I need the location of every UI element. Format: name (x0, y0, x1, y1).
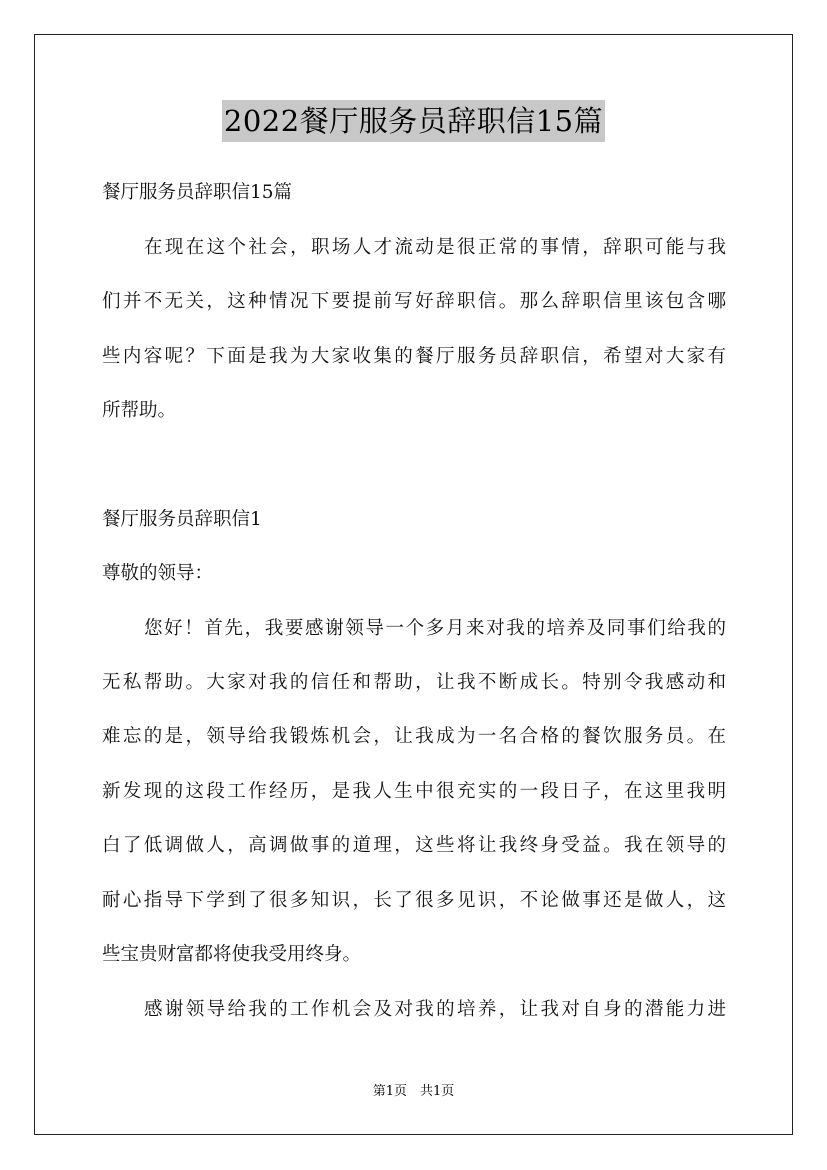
body-line-7: 些宝贵财富都将使我受用终身。 (102, 944, 362, 965)
body-line-4: 新发现的这段工作经历，是我人生中很充实的一段日子，在这里我明 (102, 781, 726, 802)
body-line-1: 您好！首先，我要感谢领导一个多月来对我的培养及同事们给我的 (144, 618, 726, 639)
body-line-6: 耐心指导下学到了很多知识，长了很多见识，不论做事还是做人，这 (102, 890, 726, 911)
intro-line-1: 在现在这个社会，职场人才流动是很正常的事情，辞职可能与我 (144, 237, 726, 258)
body-line-5: 白了低调做人，高调做事的道理，这些将让我终身受益。我在领导的 (102, 835, 726, 856)
page-footer: 第1页 共1页 (372, 1084, 455, 1099)
body-line-2: 无私帮助。大家对我的信任和帮助，让我不断成长。特别令我感动和 (102, 672, 726, 693)
intro-line-2: 们并不无关，这种情况下要提前写好辞职信。那么辞职信里该包含哪 (102, 291, 726, 312)
intro-line-3: 些内容呢？下面是我为大家收集的餐厅服务员辞职信，希望对大家有 (102, 346, 726, 367)
document-title: 2022餐厅服务员辞职信15篇 (222, 100, 605, 142)
body-line-3: 难忘的是，领导给我锻炼机会，让我成为一名合格的餐饮服务员。在 (102, 726, 726, 747)
intro-line-4: 所帮助。 (102, 400, 177, 421)
letter1-heading: 餐厅服务员辞职信1 (102, 509, 262, 530)
body-line-8: 感谢领导给我的工作机会及对我的培养，让我对自身的潜能力进 (144, 999, 726, 1020)
subtitle: 餐厅服务员辞职信15篇 (102, 182, 293, 203)
title-container (0, 100, 827, 142)
salutation: 尊敬的领导： (102, 563, 214, 584)
